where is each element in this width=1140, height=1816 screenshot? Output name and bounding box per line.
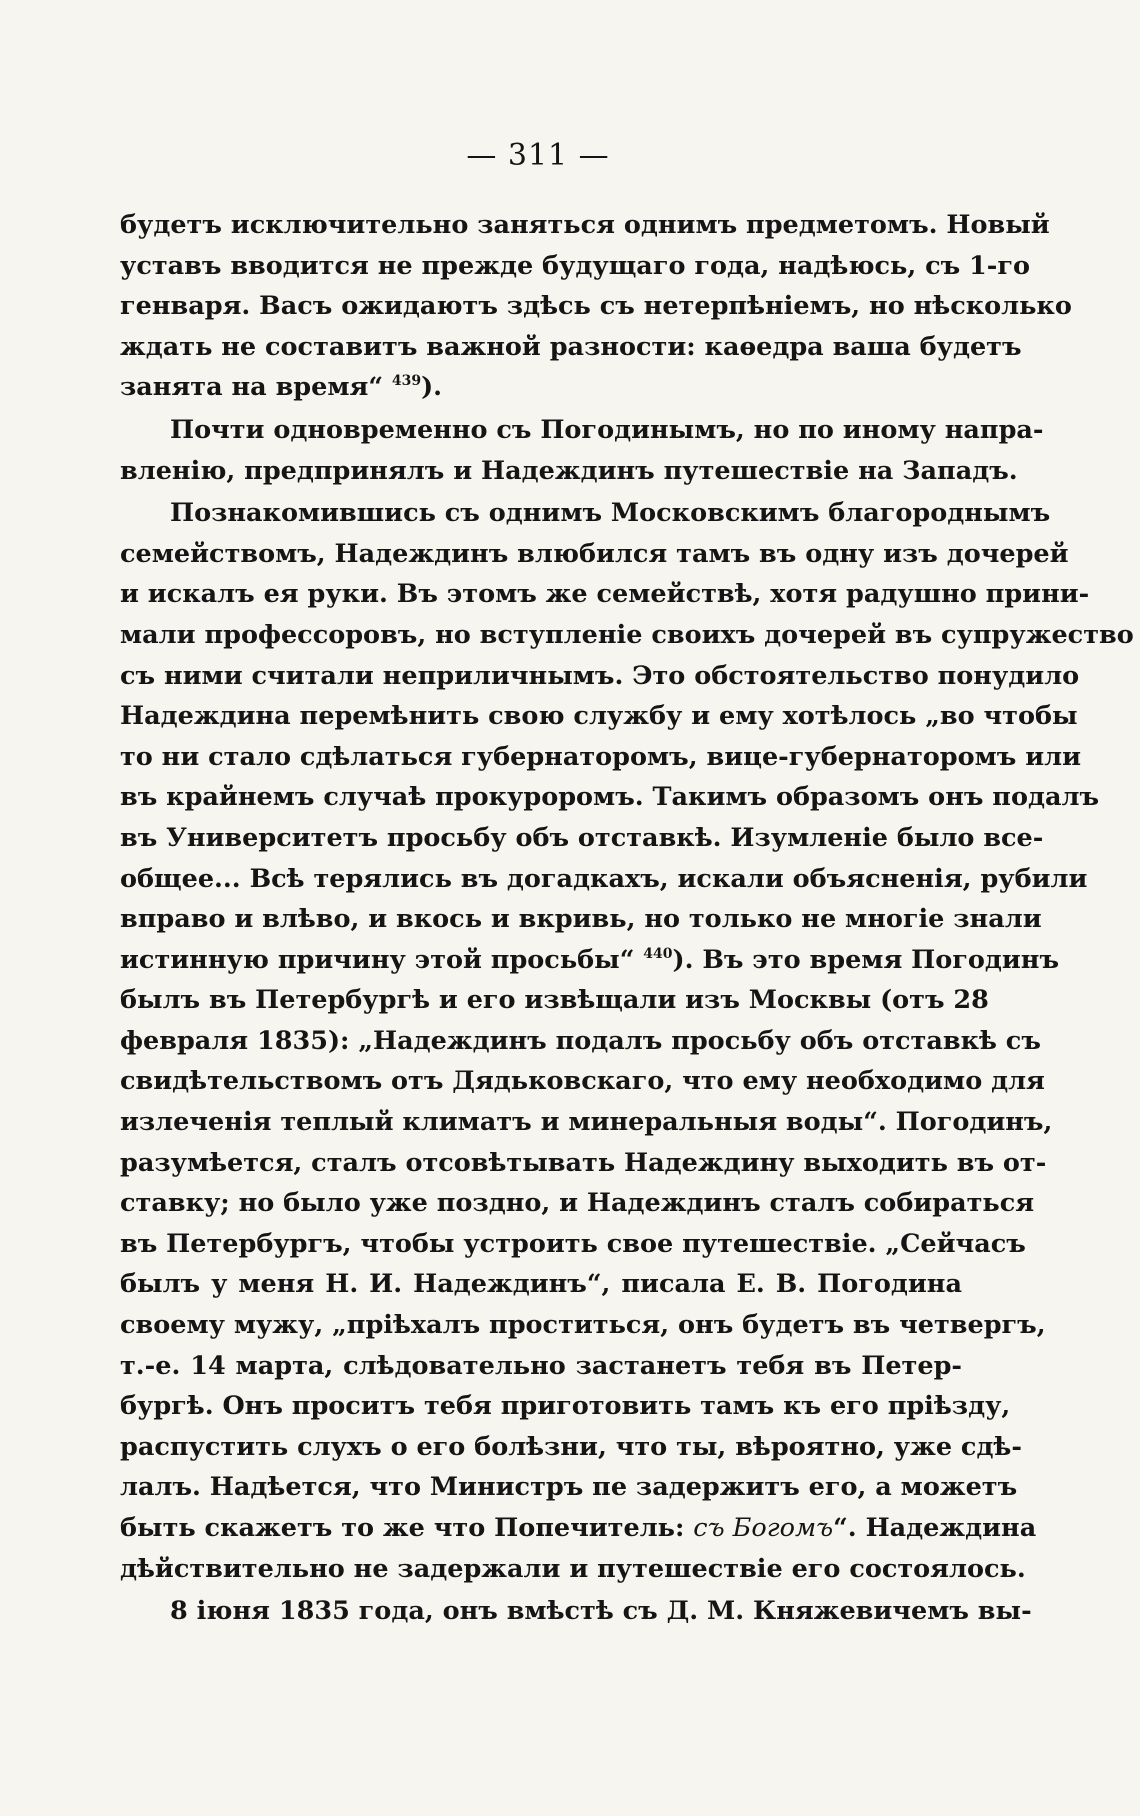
text-line: лалъ. Надѣется, что Министръ пе задержитъ его, а можетъ	[120, 1472, 1018, 1503]
text-line: будетъ исключительно заняться однимъ предметомъ. Новый	[120, 210, 1050, 240]
text-line: вленію, предпринялъ и Надеждинъ путешествіе на Западъ.	[120, 455, 1018, 486]
text-segment: “. Надеждина	[833, 1513, 1037, 1543]
text-line: былъ въ Петербургѣ и его извѣщали изъ Москвы (отъ 28	[120, 985, 989, 1016]
text-line: излеченія теплый климатъ и минеральныя воды“. Погодинъ,	[120, 1107, 1053, 1138]
text-line: семействомъ, Надеждинъ влюбился тамъ въ одну изъ дочерей	[120, 538, 1069, 569]
text-segment: истинную причину этой просьбы“	[120, 944, 644, 975]
page-number: — 311 —	[466, 138, 610, 173]
text-line	[120, 367, 962, 408]
text-line: 8 іюня 1835 года, онъ вмѣстѣ съ Д. М. Княжевичемъ вы-	[170, 1596, 1032, 1627]
text-segment: занята на время“	[120, 372, 392, 403]
text-segment-italic: съ Богомъ	[693, 1513, 834, 1543]
text-line: Надеждина перемѣнить свою службу и ему хотѣлось „во чтобы	[120, 701, 1078, 732]
text-line: бургѣ. Онъ проситъ тебя приготовить тамъ къ его пріѣзду,	[120, 1391, 1011, 1422]
text-line: генваря. Васъ ожидаютъ здѣсь съ нетерпѣніемъ, но нѣсколько	[120, 291, 1072, 322]
text-line	[120, 1508, 1037, 1549]
body-text	[120, 205, 1134, 1632]
text-line: съ ними считали неприличнымъ. Это обстоятельство понудило	[120, 660, 1080, 691]
text-line: въ Университетъ просьбу объ отставкѣ. Изумленіе было все-	[120, 822, 1044, 853]
text-line: дѣйствительно не задержали и путешествіе его состоялось.	[120, 1553, 1026, 1584]
text-line: и искалъ ея руки. Въ этомъ же семействѣ, хотя радушно прини-	[120, 579, 1090, 610]
text-line: ставку; но было уже поздно, и Надеждинъ сталъ собираться	[120, 1188, 1035, 1219]
text-line: ждать не составитъ важной разности: каѳедра ваша будетъ	[120, 331, 1022, 362]
text-line: общее... Всѣ терялись въ догадкахъ, искали объясненія, рубили	[120, 863, 1088, 894]
text-segment: быть скажетъ то же что Попечитель:	[120, 1513, 694, 1543]
text-line: т.-е. 14 марта, слѣдовательно застанетъ тебя въ Петер-	[120, 1350, 962, 1381]
text-segment: ).	[421, 372, 443, 403]
text-segment: ). Въ это время Погодинъ	[672, 944, 1060, 975]
text-line: распустить слухъ о его болѣзни, что ты, вѣроятно, уже сдѣ-	[120, 1431, 1022, 1462]
text-line	[120, 940, 1060, 981]
text-line: былъ у меня Н. И. Надеждинъ“, писала Е. В. Погодина	[120, 1269, 962, 1300]
text-line: въ Петербургъ, чтобы устроить свое путешествіе. „Сейчасъ	[120, 1228, 1026, 1259]
footnote-ref: 439	[391, 373, 422, 390]
text-line: уставъ вводится не прежде будущаго года, надѣюсь, съ 1-го	[120, 250, 1031, 281]
text-line: февраля 1835): „Надеждинъ подалъ просьбу объ отставкѣ съ	[120, 1025, 1041, 1056]
text-line: Познакомившись съ однимъ Московскимъ благороднымъ	[170, 498, 1051, 529]
text-line: вправо и влѣво, и вкось и вкривь, но только не многіе знали	[120, 904, 1042, 935]
text-line: то ни стало сдѣлаться губернаторомъ, вице-губернаторомъ или	[120, 741, 1081, 772]
text-line: свидѣтельствомъ отъ Дядьковскаго, что ему необходимо для	[120, 1066, 1045, 1097]
text-line: мали профессоровъ, но вступленіе своихъ дочерей въ супружество	[120, 619, 1134, 650]
text-line: своему мужу, „пріѣхалъ проститься, онъ будетъ въ четвергъ,	[120, 1310, 1046, 1341]
text-line: Почти одновременно съ Погодинымъ, но по иному напра-	[170, 414, 1044, 445]
text-line: въ крайнемъ случаѣ прокуроромъ. Такимъ образомъ онъ подалъ	[120, 782, 1100, 813]
footnote-ref: 440	[643, 945, 673, 962]
text-line: разумѣется, сталъ отсовѣтывать Надеждину выходить въ от-	[120, 1147, 1047, 1178]
